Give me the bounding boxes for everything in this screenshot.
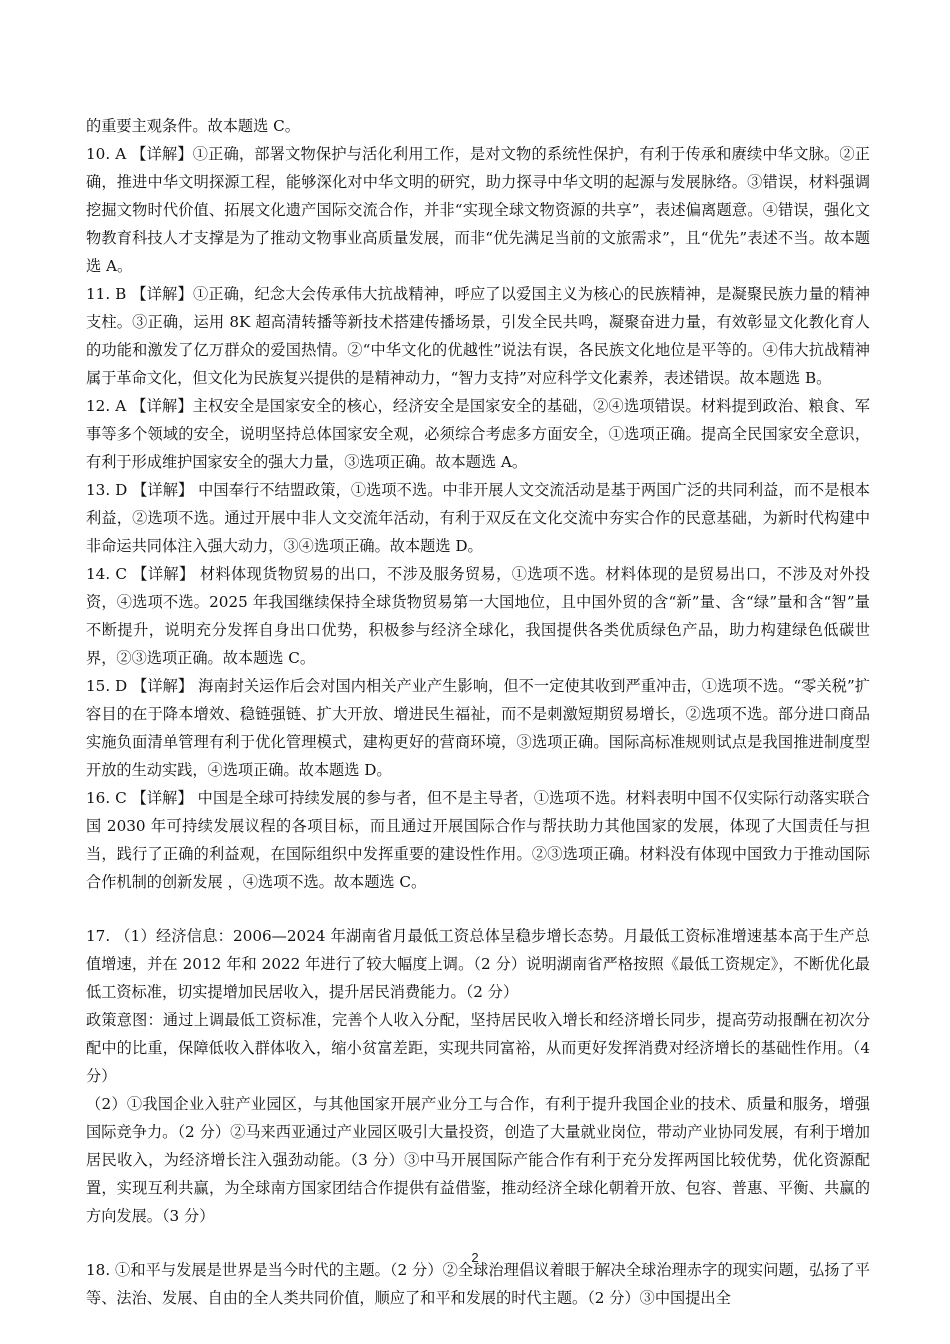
answer-q12: 12. A 【详解】主权安全是国家安全的核心，经济安全是国家安全的基础，②④选项错误。材料提到政治、粮食、军事等多个领域的安全，说明坚持总体国家安全观，必须综合考虑多方面安全，①选项正确。提高全民国家安全意识，有利于形成维护国家安全的强大力量，③选项正确。故本题选 A。	[86, 397, 870, 471]
answer-q15: 15. D 【详解】 海南封关运作后会对国内相关产业产生影响，但不一定使其收到严重冲击，①选项不选。“零关税”扩容目的在于降本增效、稳链强链、扩大开放、增进民生福祉，而不是刺激短期贸易增长，②选项不选。部分进口商品实施负面清单管理有利于优化管理模式，建构更好的营商环境，③选项正确。国际高标准规则试点是我国推进制度型开放的生动实践，④选项正确。故本题选 D。	[86, 677, 870, 779]
answer-q11: 11. B 【详解】①正确，纪念大会传承伟大抗战精神，呼应了以爱国主义为核心的民族精神，是凝聚民族力量的精神支柱。③正确，运用 8K 超高清转播等新技术搭建传播场景，引发全民共鸣，凝聚奋进力量，有效彰显文化教化育人的功能和激发了亿万群众的爱国热情。②“中华文化的优越性”说法有误，各民族文化地位是平等的。④伟大抗战精神属于革命文化，但文化为民族复兴提供的是精神动力，“智力支持”对应科学文化素养，表述错误。故本题选 B。	[86, 285, 870, 387]
answer-q17-policy: 政策意图：通过上调最低工资标准，完善个人收入分配，坚持居民收入增长和经济增长同步，提高劳动报酬在初次分配中的比重，保障低收入群体收入，缩小贫富差距，实现共同富裕，从而更好发挥消费对经济增长的基础性作用。（4 分）	[86, 1011, 870, 1085]
section-gap	[86, 896, 870, 922]
page-number: 2	[471, 1250, 479, 1265]
answer-content	[86, 112, 870, 1312]
answer-q17-part1: 17. （1）经济信息：2006—2024 年湖南省月最低工资总体呈稳步增长态势。月最低工资标准增速基本高于生产总值增速，并在 2012 年和 2022 年进行了较大幅度上调。（2 分）说明湖南省严格按照《最低工资规定》，不断优化最低工资标准，切实提增加民居收入，提升居民消费能力。（2 分）	[86, 927, 870, 1001]
answer-q10: 10. A 【详解】①正确，部署文物保护与活化利用工作，是对文物的系统性保护，有利于传承和赓续中华文脉。②正确，推进中华文明探源工程，能够深化对中华文明的研究，助力探寻中华文明的起源与发展脉络。③错误，材料强调挖掘文物时代价值、拓展文化遗产国际交流合作，并非“实现全球文物资源的共享”，表述偏离题意。④错误，强化文物教育科技人才支撑是为了推动文物事业高质量发展，而非“优先满足当前的文旅需求”，且“优先”表述不当。故本题选 A。	[86, 145, 870, 275]
answer-q14: 14. C 【详解】 材料体现货物贸易的出口，不涉及服务贸易，①选项不选。材料体现的是贸易出口，不涉及对外投资，④选项不选。2025 年我国继续保持全球货物贸易第一大国地位，且中国外贸的含“新”量、含“绿”量和含“智”量不断提升，说明充分发挥自身出口优势，积极参与经济全球化，我国提供各类优质绿色产品，助力构建绿色低碳世界，②③选项正确。故本题选 C。	[86, 565, 870, 667]
answer-q17-part2: （2）①我国企业入驻产业园区，与其他国家开展产业分工与合作，有利于提升我国企业的技术、质量和服务，增强国际竞争力。（2 分）②马来西亚通过产业园区吸引大量投资，创造了大量就业岗位，带动产业协同发展，有利于增加居民收入，为经济增长注入强劲动能。（3 分）③中马开展国际产能合作有利于充分发挥两国比较优势，优化资源配置，实现互利共赢，为全球南方国家团结合作提供有益借鉴，推动经济全球化朝着开放、包容、普惠、平衡、共赢的方向发展。（3 分）	[86, 1095, 870, 1225]
answer-continuation: 的重要主观条件。故本题选 C。	[86, 117, 300, 135]
answer-q18: 18. ①和平与发展是世界是当今时代的主题。（2 分）②全球治理倡议着眼于解决全球治理赤字的现实问题，弘扬了平等、法治、发展、自由的全人类共同价值，顺应了和平和发展的时代主题。（2 分）③中国提出全	[86, 1261, 870, 1307]
answer-q13: 13. D 【详解】 中国奉行不结盟政策，①选项不选。中非开展人文交流活动是基于两国广泛的共同利益，而不是根本利益，②选项不选。通过开展中非人文交流年活动，有利于双反在文化交流中夯实合作的民意基础，为新时代构建中非命运共同体注入强大动力，③④选项正确。故本题选 D。	[86, 481, 870, 555]
answer-q16: 16. C 【详解】 中国是全球可持续发展的参与者，但不是主导者，①选项不选。材料表明中国不仅实际行动落实联合国 2030 年可持续发展议程的各项目标，而且通过开展国际合作与帮扶助力其他国家的发展，体现了大国责任与担当，践行了正确的利益观，在国际组织中发挥重要的建设性作用。②③选项正确。材料没有体现中国致力于推动国际合作机制的创新发展 ，④选项不选。故本题选 C。	[86, 789, 870, 891]
